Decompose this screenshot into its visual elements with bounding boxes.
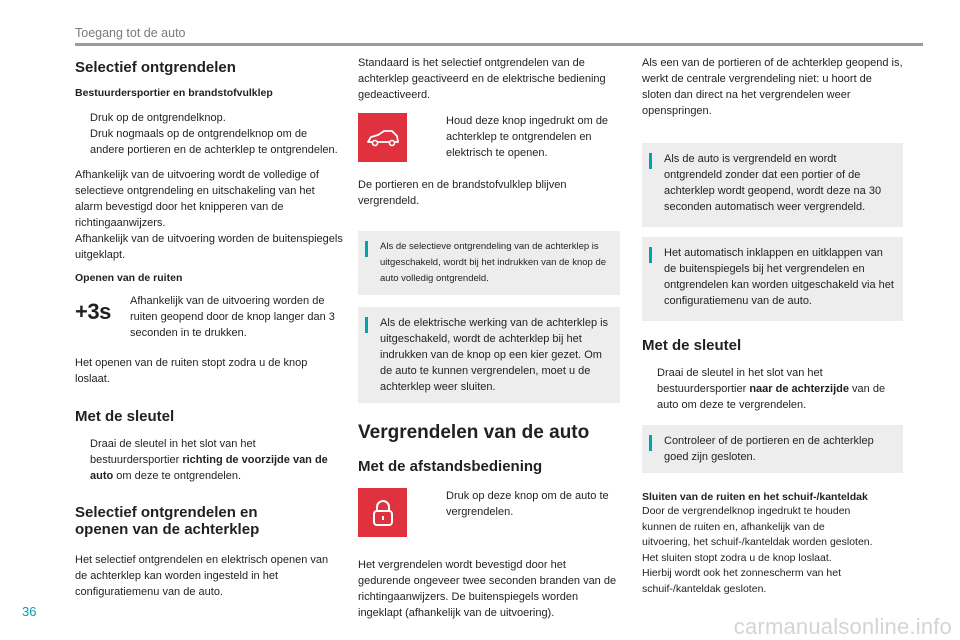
closing-line: Hierbij wordt ook het zonnescherm van het bbox=[642, 567, 842, 579]
closing-line: kunnen de ruiten en, afhankelijk van de bbox=[642, 520, 825, 533]
info-marker bbox=[365, 317, 368, 333]
windows-instruction bbox=[75, 293, 343, 341]
bullet-text: Druk nogmaals op de ontgrendelknop om de andere portieren en de achterklep te ontgrendelen. bbox=[90, 128, 338, 156]
info-marker bbox=[649, 153, 652, 169]
info-marker bbox=[649, 247, 652, 263]
heading-line-2: openen van de achterklep bbox=[75, 521, 260, 538]
heading-remote-control: Met de afstandsbediening bbox=[358, 458, 543, 475]
info-note-text: Als de auto is vergrendeld en wordt ontgrendeld zonder dat een portier of de achterklep wordt geopend, wordt deze na 30 seconden automatisch weer vergrendeld. bbox=[664, 153, 882, 213]
closing-line: Door de vergrendelknop ingedrukt te houden bbox=[642, 505, 851, 517]
closing-text bbox=[642, 504, 903, 597]
paragraph-config-menu: Het selectief ontgrendelen en elektrisch openen van de achterklep kan worden ingesteld in het configuratiemenu van de auto. bbox=[75, 554, 329, 598]
padlock-icon bbox=[358, 488, 407, 537]
paragraph-stop-opening: Het openen van de ruiten stopt zodra u de knop loslaat. bbox=[75, 357, 308, 385]
bullet-text: Druk op deze knop om de auto te vergrendelen. bbox=[446, 490, 609, 518]
bullet-bold-text: naar de achterzijde bbox=[749, 383, 849, 395]
bullet-text: Druk op de ontgrendelknop. bbox=[90, 112, 226, 124]
subheading-driver-door: Bestuurdersportier en brandstofvulklep bbox=[75, 87, 273, 99]
heading-selective-unlocking: Selectief ontgrendelen bbox=[75, 59, 236, 76]
bullet-text: Houd deze knop ingedrukt om de achterklep te ontgrendelen en elektrisch te openen. bbox=[446, 115, 609, 159]
heading-line-1: Selectief ontgrendelen en bbox=[75, 504, 258, 521]
bullet-list-unlock bbox=[75, 110, 343, 158]
tailgate-button-instruction bbox=[358, 113, 620, 162]
bullet-bold-text: richting de voorzijde van de auto bbox=[90, 454, 328, 482]
closing-line: Het sluiten stopt zodra u de knop loslaat. bbox=[642, 551, 832, 564]
column-1 bbox=[75, 55, 343, 600]
car-tailgate-svg bbox=[366, 128, 400, 148]
bullet-key-lock bbox=[642, 365, 903, 413]
paragraph-mirrors: Afhankelijk van de uitvoering worden de buitenspiegels uitgeklapt. bbox=[75, 233, 343, 261]
bullet-lock bbox=[431, 488, 620, 520]
bullet-hold bbox=[431, 113, 620, 161]
bullet-text: Draai de sleutel in het slot van het bestuurdersportier bbox=[90, 438, 256, 466]
car-tailgate-icon bbox=[358, 113, 407, 162]
info-note bbox=[642, 237, 903, 321]
heading-selective-tailgate bbox=[75, 504, 343, 538]
bullet-text: Draai de sleutel in het slot van het bestuurdersportier bbox=[657, 367, 823, 395]
info-note bbox=[642, 425, 903, 473]
header-rule bbox=[75, 43, 923, 46]
subheading-closing-windows: Sluiten van de ruiten en het schuif-/kanteldak bbox=[642, 491, 868, 503]
closing-line: schuif-/kanteldak gesloten. bbox=[642, 582, 767, 595]
padlock-svg bbox=[371, 499, 395, 527]
page-header-title: Toegang tot de auto bbox=[75, 26, 186, 40]
info-note bbox=[358, 231, 620, 295]
info-note-text: Controleer of de portieren en de achterklep goed zijn gesloten. bbox=[664, 435, 874, 463]
info-note bbox=[358, 307, 620, 403]
paragraph-confirmation: Afhankelijk van de uitvoering wordt de volledige of selectieve ontgrendeling en uitschakeling van het alarm bevestigd door het knipperen van de richtingaanwijzers. bbox=[75, 169, 319, 229]
paragraph-central-locking: Als een van de portieren of de achterklep geopend is, werkt de centrale vergrendeling niet: u hoort de sloten dan direct na het vergrendelen weer openspringen. bbox=[642, 57, 903, 117]
bullet-item bbox=[75, 110, 343, 126]
column-2 bbox=[358, 55, 620, 621]
bullet-text-tail: van de auto om deze te vergrendelen. bbox=[657, 383, 886, 411]
info-note bbox=[642, 143, 903, 227]
info-note-text: Als de selectieve ontgrendeling van de achterklep is uitgeschakeld, wordt bij het indrukken van de knop de auto volledig ontgrendeld. bbox=[380, 241, 607, 284]
paragraph-default-setting: Standaard is het selectief ontgrendelen van de achterklep geactiveerd en de elektrische bediening gedeactiveerd. bbox=[358, 57, 606, 101]
icon-3s-text: +3s bbox=[75, 299, 111, 324]
subheading-opening-windows: Openen van de ruiten bbox=[75, 272, 183, 284]
windows-text: Afhankelijk van de uitvoering worden de ruiten geopend door de knop langer dan 3 seconden in te drukken. bbox=[130, 295, 335, 339]
info-note-text: Het automatisch inklappen en uitklappen van de buitenspiegels bij het vergrendelen en ontgrendelen kan worden uitgeschakeld via het configuratiemenu van de auto. bbox=[664, 247, 894, 307]
watermark: carmanualsonline.info bbox=[733, 614, 952, 639]
column-3 bbox=[642, 55, 903, 597]
bullet-item bbox=[75, 126, 343, 158]
plus-3s-icon bbox=[75, 293, 130, 325]
page-number: 36 bbox=[22, 604, 37, 619]
info-note-text: Als de elektrische werking van de achterklep is uitgeschakeld, wordt de achterklep bij het indrukken van de knop op een kier gezet. Om de auto te kunnen vergrendelen, moet u de achterklep weer sluiten. bbox=[380, 317, 609, 393]
info-marker bbox=[649, 435, 652, 451]
bullet-key-unlock bbox=[75, 436, 343, 484]
lock-button-instruction bbox=[358, 488, 620, 537]
heading-with-key: Met de sleutel bbox=[75, 408, 175, 425]
paragraph-doors-locked: De portieren en de brandstofvulklep blijven vergrendeld. bbox=[358, 179, 567, 207]
paragraph-lock-confirmation: Het vergrendelen wordt bevestigd door het gedurende ongeveer twee seconden branden van de richtingaanwijzers. De buitenspiegels worden ingeklapt (afhankelijk van de uitvoering). bbox=[358, 559, 617, 619]
closing-line: uitvoering, het schuif-/kanteldak worden gesloten. bbox=[642, 536, 873, 548]
bullet-text-tail: om deze te ontgrendelen. bbox=[113, 470, 242, 482]
heading-with-key: Met de sleutel bbox=[642, 337, 742, 354]
info-marker bbox=[365, 241, 368, 257]
heading-locking: Vergrendelen van de auto bbox=[358, 422, 590, 443]
